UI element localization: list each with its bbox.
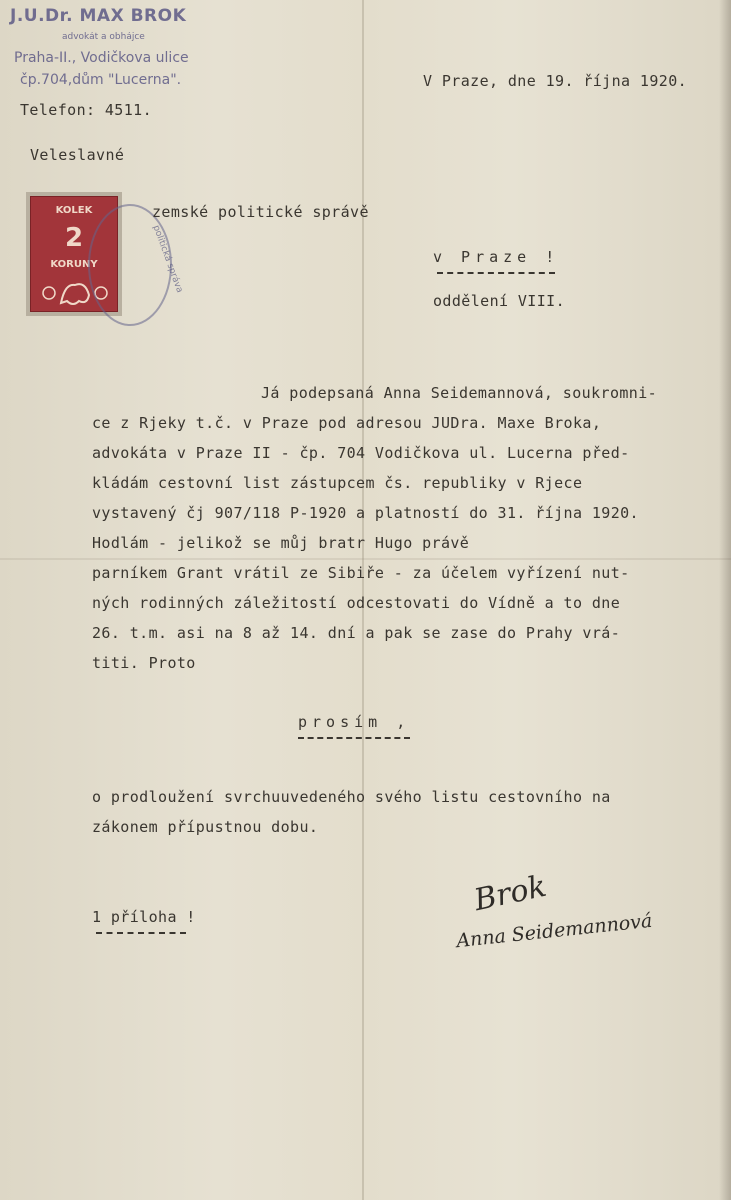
page-edge-shadow [719, 0, 731, 1200]
request-word: prosím , [298, 713, 411, 731]
body-line-4: kládám cestovní list zástupcem čs. republiky v Rjece [92, 474, 583, 492]
date-line: V Praze, dne 19. října 1920. [423, 72, 688, 90]
recipient-underline [437, 272, 555, 274]
body-line-6: Hodlám - jelikož se můj bratr Hugo právě [92, 534, 470, 552]
revenue-stamp-value: 2 [64, 223, 84, 253]
attachment-underline [96, 932, 186, 934]
body-line-1: Já podepsaná Anna Seidemannová, soukromni- [261, 384, 658, 402]
body-line-3: advokáta v Praze II - čp. 704 Vodičkova ul. Lucerna před- [92, 444, 630, 462]
recipient-line3: oddělení VIII. [433, 292, 566, 310]
body-line-7: parníkem Grant vrátil ze Sibiře - za účelem vyřízení nut- [92, 564, 630, 582]
body-line-9: 26. t.m. asi na 8 až 14. dní a pak se zase do Prahy vrá- [92, 624, 621, 642]
request-line-1: o prodloužení svrchuuvedeného svého listu cestovního na [92, 788, 611, 806]
recipient-line2: v Praze ! [433, 248, 560, 266]
body-line-8: ných rodinných záležitostí odcestovati do Vídně a to dne [92, 594, 621, 612]
body-line-5: vystavený čj 907/118 P-1920 a platností do 31. října 1920. [92, 504, 639, 522]
revenue-stamp-bottom: KORUNY [50, 259, 98, 270]
recipient-line1: zemské politické správě [152, 203, 369, 221]
applicant-signature: Anna Seidemannová [455, 909, 654, 953]
official-circle-stamp [88, 204, 172, 326]
salutation: Veleslavné [30, 146, 125, 164]
request-underline [298, 737, 410, 739]
letterhead-profession: advokát a obhájce [62, 32, 145, 42]
revenue-stamp-top: KOLEK [55, 205, 93, 216]
request-line-2: zákonem přípustnou dobu. [92, 818, 319, 836]
lawyer-signature: Brok [471, 868, 550, 919]
body-line-2: ce z Rjeky t.č. v Praze pod adresou JUDra. Maxe Broka, [92, 414, 602, 432]
letterhead-city: Praha-II., Vodičkova ulice [14, 50, 189, 66]
body-line-10: titi. Proto [92, 654, 196, 672]
circle-stamp-text: politická správa [150, 224, 185, 295]
letterhead-phone: Telefon: 4511. [20, 101, 153, 119]
horizontal-fold [0, 558, 731, 560]
letterhead-name: J.U.Dr. MAX BROK [10, 6, 187, 26]
letterhead-address: čp.704,dům "Lucerna". [20, 72, 182, 88]
attachment-note: 1 příloha ! [92, 908, 196, 926]
